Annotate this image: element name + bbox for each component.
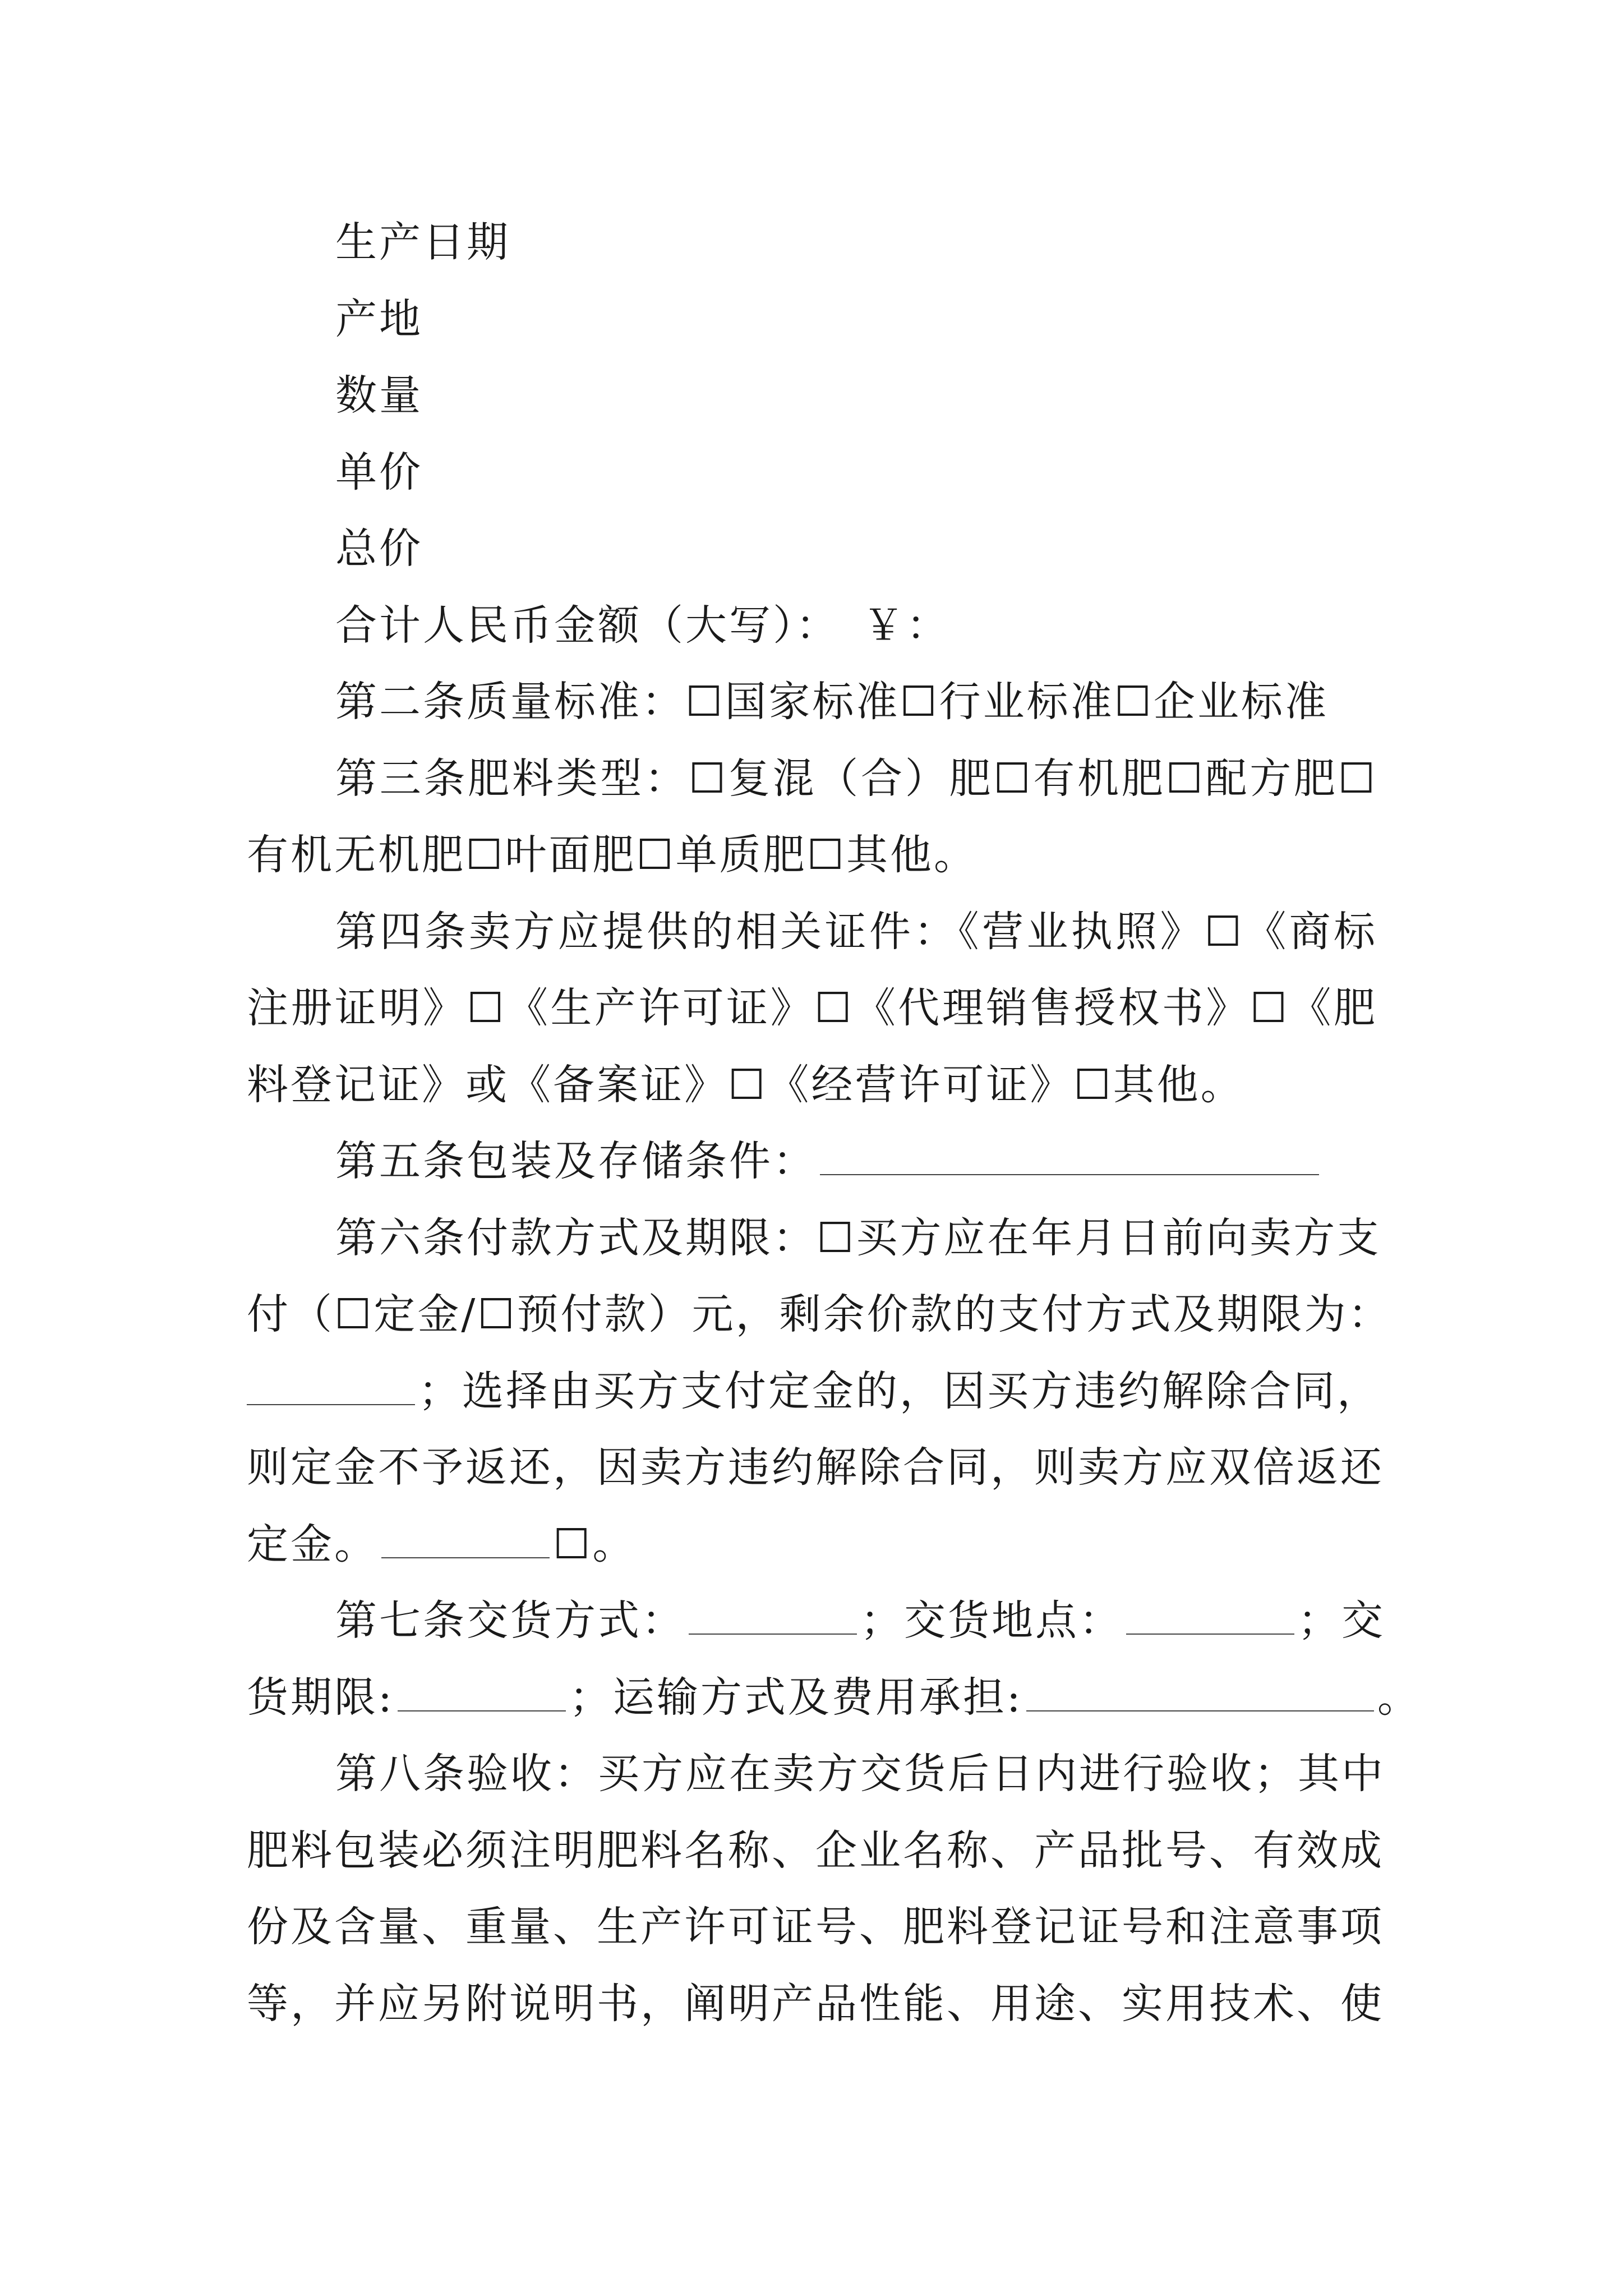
clause-6-line-3 [247, 1367, 1381, 1415]
clause-7-transport: ；运输方式及费用承担: [569, 1673, 1023, 1722]
clause-6-line-4: 则定金不予返还，因卖方违约解除合同，则卖方应双倍返还 [247, 1443, 1384, 1492]
clause-6-line-2: 付（☐定金/☐预付款）元，剩余价款的支付方式及期限为： [247, 1290, 1392, 1338]
field-quantity: 数量 [335, 371, 423, 420]
field-production-date: 生产日期 [335, 218, 510, 266]
clause-8-line-2: 肥料包装必须注明肥料名称、企业名称、产品批号、有效成 [247, 1826, 1384, 1875]
clause-4-line-1: 第四条卖方应提供的相关证件：《营业执照》☐《商标 [335, 908, 1377, 956]
blank-line [820, 1170, 1319, 1175]
field-unit-price: 单价 [335, 448, 423, 496]
clause-4-line-3: 料登记证》或《备案证》☐《经营许可证》☐其他。 [247, 1061, 1244, 1109]
clause-7-delivery-place: ；交货地点： [860, 1596, 1123, 1645]
clause-5-label: 第五条包装及存储条件： [335, 1137, 817, 1185]
clause-7-delivery-period: 货期限: [247, 1673, 394, 1722]
blank-line [1026, 1706, 1374, 1711]
clause-7-line-2 [247, 1673, 1421, 1722]
clause-7-line-2-end: 。 [1377, 1673, 1421, 1722]
clause-6-line-1: 第六条付款方式及期限：☐买方应在年月日前向卖方支 [335, 1214, 1381, 1262]
clause-3-line-2: 有机无机肥☐叶面肥☐单质肥☐其他。 [247, 831, 978, 879]
blank-line [1126, 1629, 1294, 1635]
clause-6-line-5-b: ☐。 [553, 1520, 637, 1568]
clause-6-line-5-a: 定金。 [247, 1520, 378, 1568]
clause-4-line-2: 注册证明》☐《生产许可证》☐《代理销售授权书》☐《肥 [247, 984, 1377, 1032]
clause-8-line-4: 等，并应另附说明书，阐明产品性能、用途、实用技术、使 [247, 1980, 1384, 2028]
clause-3-line-1: 第三条肥料类型：☐复混（合）肥☐有机肥☐配方肥☐ [335, 754, 1377, 803]
clause-5-packaging [335, 1137, 1322, 1185]
clause-7-line-1-end: ；交 [1298, 1596, 1385, 1645]
field-total-amount: 合计人民币金额（大写）： ￥： [335, 601, 950, 650]
clause-7-line-1 [335, 1596, 1385, 1645]
clause-8-line-3: 份及含量、重量、生产许可证号、肥料登记证号和注意事项 [247, 1903, 1384, 1951]
clause-6-line-3-text: ；选择由买方支付定金的，因买方违约解除合同， [418, 1367, 1381, 1415]
clause-2-quality: 第二条质量标准：☐国家标准☐行业标准☐企业标准 [335, 678, 1329, 726]
blank-line [398, 1706, 566, 1711]
clause-7-delivery-method: 第七条交货方式： [335, 1596, 685, 1645]
clause-6-line-5 [247, 1520, 1377, 1568]
field-origin: 产地 [335, 295, 423, 343]
blank-line [381, 1553, 550, 1558]
blank-line [247, 1400, 415, 1405]
blank-line [689, 1629, 857, 1635]
field-total-price: 总价 [335, 524, 423, 573]
clause-8-line-1: 第八条验收：买方应在卖方交货后日内进行验收；其中 [335, 1750, 1385, 1798]
